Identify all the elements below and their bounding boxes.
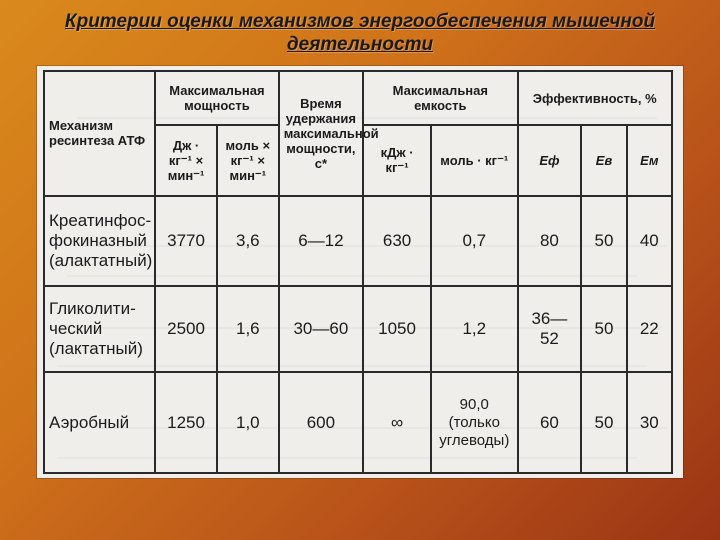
energy-mechanisms-table <box>43 70 673 474</box>
table-cell: 40 <box>627 196 672 286</box>
table-cell: 50 <box>581 286 626 372</box>
header-hold-time: Время удержания максимальной мощности, с* <box>279 71 363 196</box>
unit-capacity-moles: моль · кг⁻¹ <box>431 125 517 195</box>
scanned-table-image <box>37 66 683 478</box>
table-cell: 600 <box>279 372 363 473</box>
table-cell: 50 <box>581 372 626 473</box>
table-cell: 0,7 <box>431 196 517 286</box>
row-mechanism-name: Креатинфос-фокиназный (алактатный) <box>44 196 155 286</box>
table-cell: 3,6 <box>217 196 279 286</box>
header-efficiency: Эффективность, % <box>518 71 672 125</box>
table-row <box>44 196 672 286</box>
table-cell: 36—52 <box>518 286 582 372</box>
table-cell: 2500 <box>155 286 217 372</box>
table-cell: 1250 <box>155 372 217 473</box>
unit-efficiency-v: Eв <box>581 125 626 195</box>
header-max-capacity: Максимальная емкость <box>363 71 517 125</box>
table-cell: 30—60 <box>279 286 363 372</box>
header-max-power: Максимальная мощность <box>155 71 279 125</box>
slide-title-line2: деятельности <box>286 34 434 55</box>
table-cell: 90,0 (только углеводы) <box>431 372 517 473</box>
table-cell: 22 <box>627 286 672 372</box>
table-cell: 50 <box>581 196 626 286</box>
slide-title-line1: Критерии оценки механизмов энергообеспечения мышечной <box>64 11 656 32</box>
table-row <box>44 372 672 473</box>
table-cell: 1,6 <box>217 286 279 372</box>
unit-efficiency-f: Eф <box>518 125 582 195</box>
header-mechanism: Механизм ресинтеза АТФ <box>44 71 155 196</box>
table-cell: 630 <box>363 196 431 286</box>
table-cell: 30 <box>627 372 672 473</box>
unit-capacity-kj: кДж · кг⁻¹ <box>363 125 431 195</box>
table-row <box>44 286 672 372</box>
slide-title <box>0 10 720 56</box>
unit-power-joules: Дж · кг⁻¹ × мин⁻¹ <box>155 125 217 195</box>
table-cell: 80 <box>518 196 582 286</box>
table-cell: ∞ <box>363 372 431 473</box>
row-mechanism-name: Гликолити-ческий (лактатный) <box>44 286 155 372</box>
table-cell: 6—12 <box>279 196 363 286</box>
table-cell: 1050 <box>363 286 431 372</box>
table-cell: 60 <box>518 372 582 473</box>
table-cell: 1,0 <box>217 372 279 473</box>
unit-efficiency-m: Eм <box>627 125 672 195</box>
table-cell: 1,2 <box>431 286 517 372</box>
row-mechanism-name: Аэробный <box>44 372 155 473</box>
table-cell: 3770 <box>155 196 217 286</box>
unit-power-moles: моль × кг⁻¹ × мин⁻¹ <box>217 125 279 195</box>
